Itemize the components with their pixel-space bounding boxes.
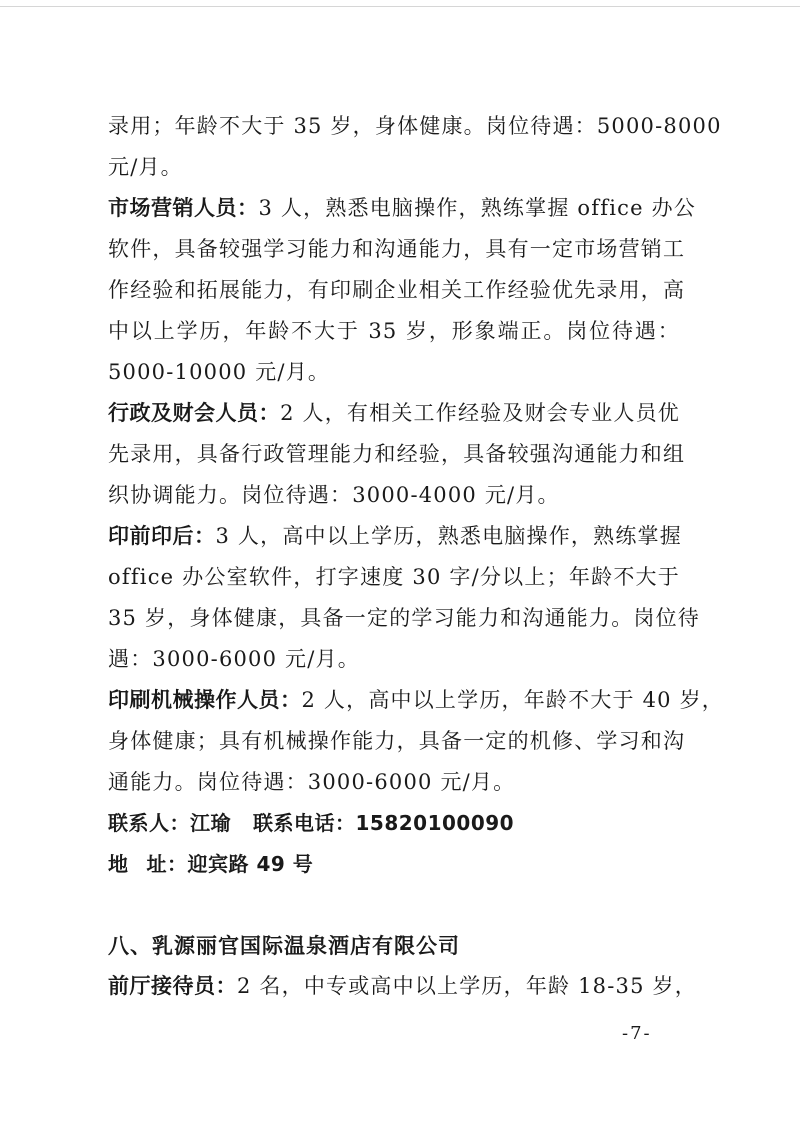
- text-line: office 办公室软件，打字速度 30 字/分以上；年龄不大于: [108, 565, 680, 589]
- paragraph-front-desk: [108, 966, 697, 1007]
- text-line: 元/月。: [108, 155, 183, 179]
- address-value: 迎宾路 49 号: [187, 852, 314, 876]
- paragraph-admin: [108, 393, 686, 516]
- text-line: 中以上学历，年龄不大于 35 岁，形象端正。岗位待遇：: [108, 319, 680, 343]
- job-title-admin: 行政及财会人员：: [108, 401, 281, 425]
- paragraph-marketing: [108, 188, 696, 393]
- text-line: 身体健康；具有机械操作能力，具备一定的机修、学习和沟: [108, 729, 686, 753]
- address-label-part1: 地: [108, 852, 129, 876]
- section-heading: 八、乳源丽官国际温泉酒店有限公司: [108, 933, 460, 958]
- text-line: [108, 393, 680, 434]
- paragraph-continued: [108, 106, 722, 188]
- contact-person-label: 联系人：: [108, 811, 190, 835]
- text-line: 通能力。岗位待遇：3000-6000 元/月。: [108, 770, 516, 794]
- page-edge-line: [0, 6, 800, 7]
- text-line: 织协调能力。岗位待遇：3000-4000 元/月。: [108, 483, 560, 507]
- document-body: [108, 106, 725, 1007]
- text-line: [108, 966, 697, 1007]
- text-span: 3 人，高中以上学历，熟悉电脑操作，熟练掌握: [215, 524, 682, 548]
- text-line: 作经验和拓展能力，有印刷企业相关工作经验优先录用，高: [108, 278, 686, 302]
- text-span: 2 人，高中以上学历，年龄不大于 40 岁，: [301, 688, 725, 712]
- text-span: 2 人，有相关工作经验及财会专业人员优: [280, 401, 681, 425]
- job-title-front-desk: 前厅接待员：: [108, 974, 237, 998]
- text-line: 35 岁，身体健康，具备一定的学习能力和沟通能力。岗位待: [108, 606, 700, 630]
- contact-line: [108, 803, 680, 844]
- contact-phone-label: 联系电话：: [253, 811, 356, 835]
- text-line: 录用；年龄不大于 35 岁，身体健康。岗位待遇：5000-8000: [108, 114, 722, 138]
- text-line: [108, 516, 680, 557]
- job-title-machine: 印刷机械操作人员：: [108, 688, 302, 712]
- text-line: [108, 680, 725, 721]
- text-line: 5000-10000 元/月。: [108, 360, 331, 384]
- page-number: -7-: [622, 1023, 652, 1044]
- text-span: 3 人，熟悉电脑操作，熟练掌握 office 办公: [258, 196, 696, 220]
- job-title-prepress: 印前印后：: [108, 524, 216, 548]
- address-line: [108, 844, 680, 885]
- contact-person-name: 江瑜: [190, 811, 231, 835]
- text-line: [108, 188, 696, 229]
- text-line: 软件，具备较强学习能力和沟通能力，具有一定市场营销工: [108, 237, 686, 261]
- text-span: 2 名，中专或高中以上学历，年龄 18-35 岁，: [237, 974, 697, 998]
- contact-phone: 15820100090: [355, 811, 515, 835]
- contact-block: [108, 803, 680, 885]
- paragraph-machine: [108, 680, 725, 803]
- text-line: 遇：3000-6000 元/月。: [108, 647, 360, 671]
- job-title-marketing: 市场营销人员：: [108, 196, 259, 220]
- text-line: 先录用，具备行政管理能力和经验，具备较强沟通能力和组: [108, 442, 686, 466]
- paragraph-prepress: [108, 516, 700, 680]
- address-label-part2: 址：: [146, 852, 188, 876]
